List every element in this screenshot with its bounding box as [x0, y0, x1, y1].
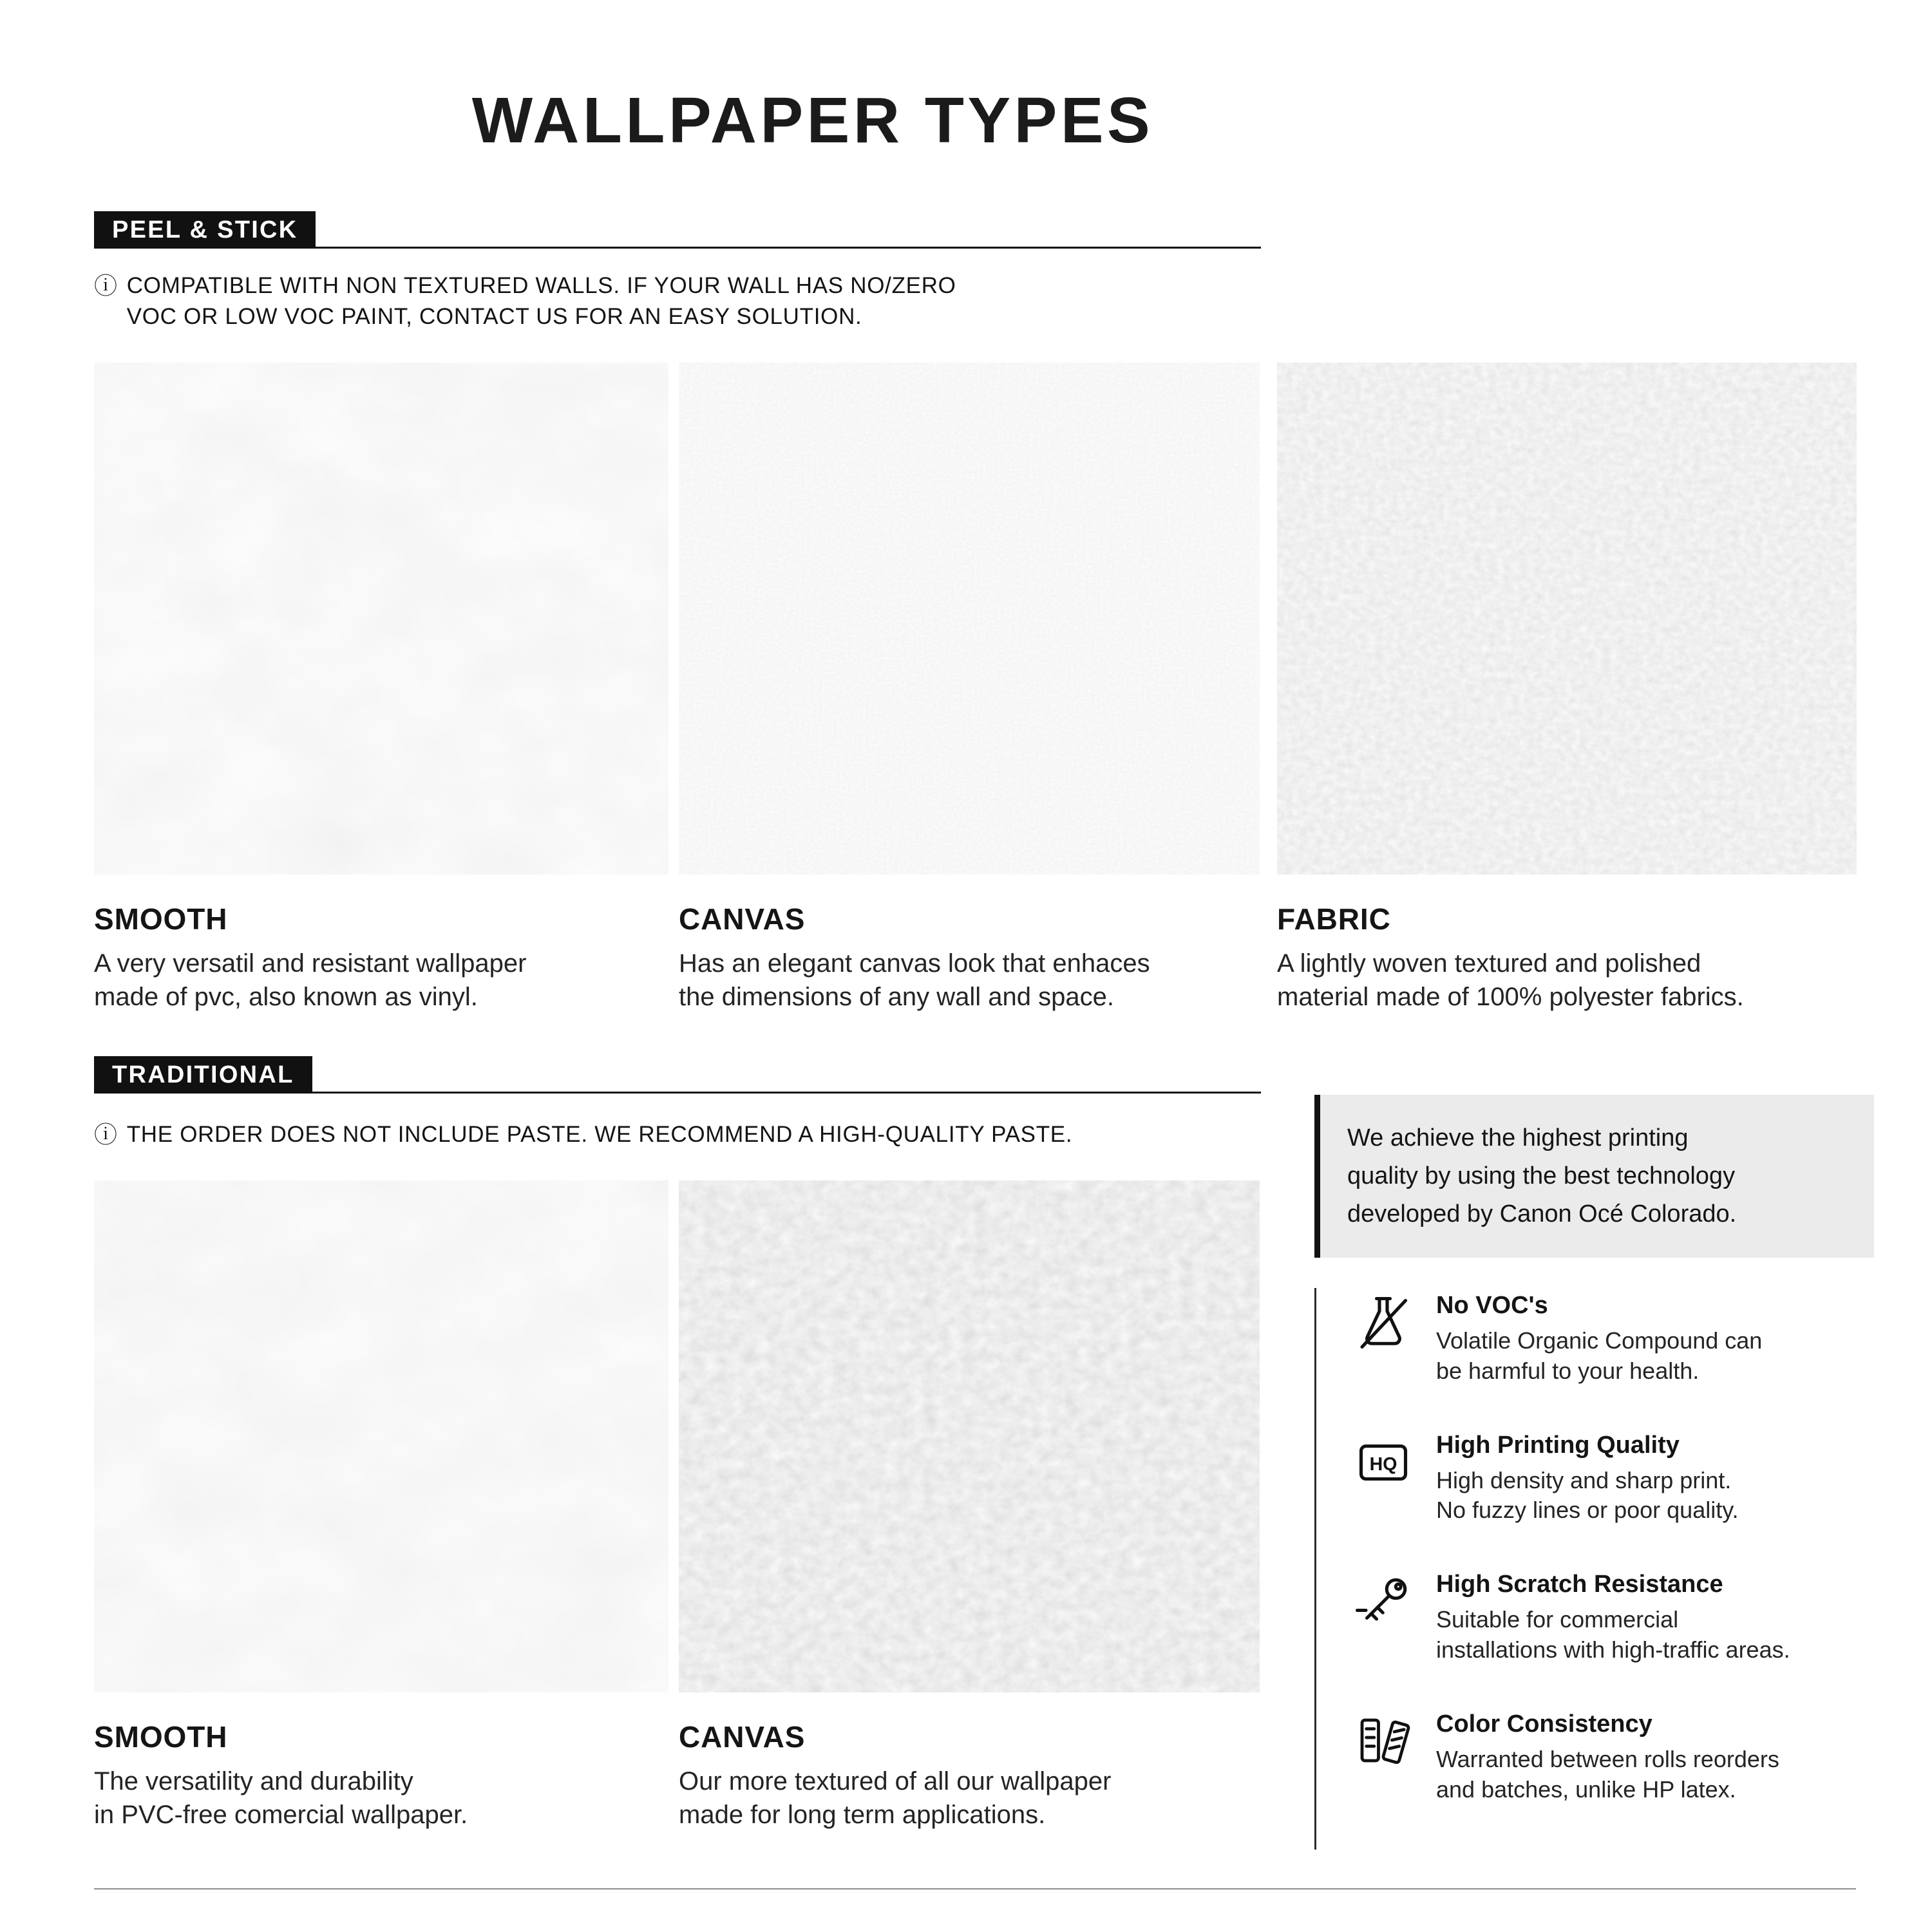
callout-line: We achieve the highest printing — [1347, 1124, 1689, 1151]
desc-line: No fuzzy lines or poor quality. — [1436, 1497, 1739, 1524]
desc-line: material made of 100% polyester fabrics. — [1277, 983, 1744, 1011]
swatch-description — [1277, 947, 1857, 1014]
swatch-card-peel-stick-smooth — [94, 363, 668, 1014]
desc-line: A very versatil and resistant wallpaper — [94, 949, 527, 978]
swatch-title: SMOOTH — [94, 902, 228, 936]
feature-description — [1436, 1326, 1762, 1387]
fabric-texture-image — [1277, 363, 1857, 875]
swatch-title: SMOOTH — [94, 1720, 228, 1754]
peel-stick-note — [94, 270, 956, 332]
desc-line: Volatile Organic Compound can — [1436, 1327, 1763, 1354]
desc-line: be harmful to your health. — [1436, 1357, 1700, 1384]
features-list — [1314, 1288, 1868, 1850]
callout-line: developed by Canon Océ Colorado. — [1347, 1200, 1737, 1227]
key-icon — [1352, 1571, 1414, 1633]
no-voc-icon — [1352, 1292, 1414, 1354]
feature-title: High Printing Quality — [1436, 1431, 1680, 1459]
canvas-texture-image — [679, 363, 1260, 875]
note-text — [127, 1119, 1073, 1150]
info-icon: ⓘ — [94, 272, 118, 299]
color-swatches-icon — [1352, 1710, 1414, 1772]
desc-line: made of pvc, also known as vinyl. — [94, 983, 478, 1011]
canvas-texture-image — [679, 1180, 1260, 1692]
swatch-title: FABRIC — [1277, 902, 1391, 936]
section-label-traditional: TRADITIONAL — [94, 1056, 312, 1094]
desc-line: High density and sharp print. — [1436, 1466, 1732, 1493]
swatch-description — [94, 947, 668, 1014]
swatch-description — [679, 1765, 1260, 1832]
feature-title: Color Consistency — [1436, 1710, 1653, 1738]
swatch-card-traditional-canvas — [679, 1180, 1260, 1832]
swatch-card-peel-stick-canvas — [679, 363, 1260, 1014]
printing-quality-callout — [1314, 1095, 1874, 1258]
feature-description — [1436, 1605, 1790, 1665]
callout-line: quality by using the best technology — [1347, 1162, 1736, 1189]
note-line: COMPATIBLE WITH NON TEXTURED WALLS. IF YOUR WALL HAS NO/ZERO — [126, 273, 956, 298]
hq-icon — [1352, 1432, 1414, 1493]
info-icon: ⓘ — [94, 1121, 118, 1148]
desc-line: Suitable for commercial — [1436, 1606, 1679, 1633]
feature-high-printing-quality — [1352, 1432, 1868, 1526]
swatch-title: CANVAS — [679, 902, 806, 936]
desc-line: in PVC-free comercial wallpaper. — [94, 1801, 468, 1829]
note-text — [127, 270, 956, 332]
smooth-texture-image — [94, 363, 668, 875]
svg-text:HQ: HQ — [1369, 1454, 1397, 1475]
swatch-description — [679, 947, 1260, 1014]
section-label-peel-stick: PEEL & STICK — [94, 211, 316, 249]
feature-description — [1436, 1745, 1779, 1805]
desc-line: A lightly woven textured and polished — [1277, 949, 1701, 978]
feature-body — [1436, 1292, 1762, 1387]
desc-line: the dimensions of any wall and space. — [679, 983, 1114, 1011]
note-line: VOC OR LOW VOC PAINT, CONTACT US FOR AN EASY SOLUTION. — [126, 304, 862, 329]
feature-body — [1436, 1571, 1790, 1665]
feature-title: High Scratch Resistance — [1436, 1571, 1723, 1598]
note-line: THE ORDER DOES NOT INCLUDE PASTE. WE RECOMMEND A HIGH-QUALITY PASTE. — [126, 1122, 1073, 1147]
desc-line: installations with high-traffic areas. — [1436, 1636, 1790, 1663]
feature-description — [1436, 1466, 1739, 1526]
desc-line: and batches, unlike HP latex. — [1436, 1776, 1736, 1803]
feature-body — [1436, 1710, 1779, 1805]
traditional-note — [94, 1119, 1072, 1150]
page-title: WALLPAPER TYPES — [471, 84, 1154, 156]
desc-line: Our more textured of all our wallpaper — [679, 1767, 1112, 1795]
desc-line: made for long term applications. — [679, 1801, 1046, 1829]
swatch-description — [94, 1765, 668, 1832]
feature-no-voc — [1352, 1292, 1868, 1387]
swatch-card-peel-stick-fabric — [1277, 363, 1857, 1014]
desc-line: Has an elegant canvas look that enhaces — [679, 949, 1150, 978]
feature-title: No VOC's — [1436, 1292, 1548, 1319]
swatch-card-traditional-smooth — [94, 1180, 668, 1832]
swatch-title: CANVAS — [679, 1720, 806, 1754]
feature-body — [1436, 1432, 1739, 1526]
smooth-texture-image — [94, 1180, 668, 1692]
desc-line: Warranted between rolls reorders — [1436, 1745, 1779, 1772]
desc-line: The versatility and durability — [94, 1767, 413, 1795]
bottom-divider — [94, 1888, 1856, 1889]
feature-high-scratch-resistance — [1352, 1571, 1868, 1665]
feature-color-consistency — [1352, 1710, 1868, 1805]
